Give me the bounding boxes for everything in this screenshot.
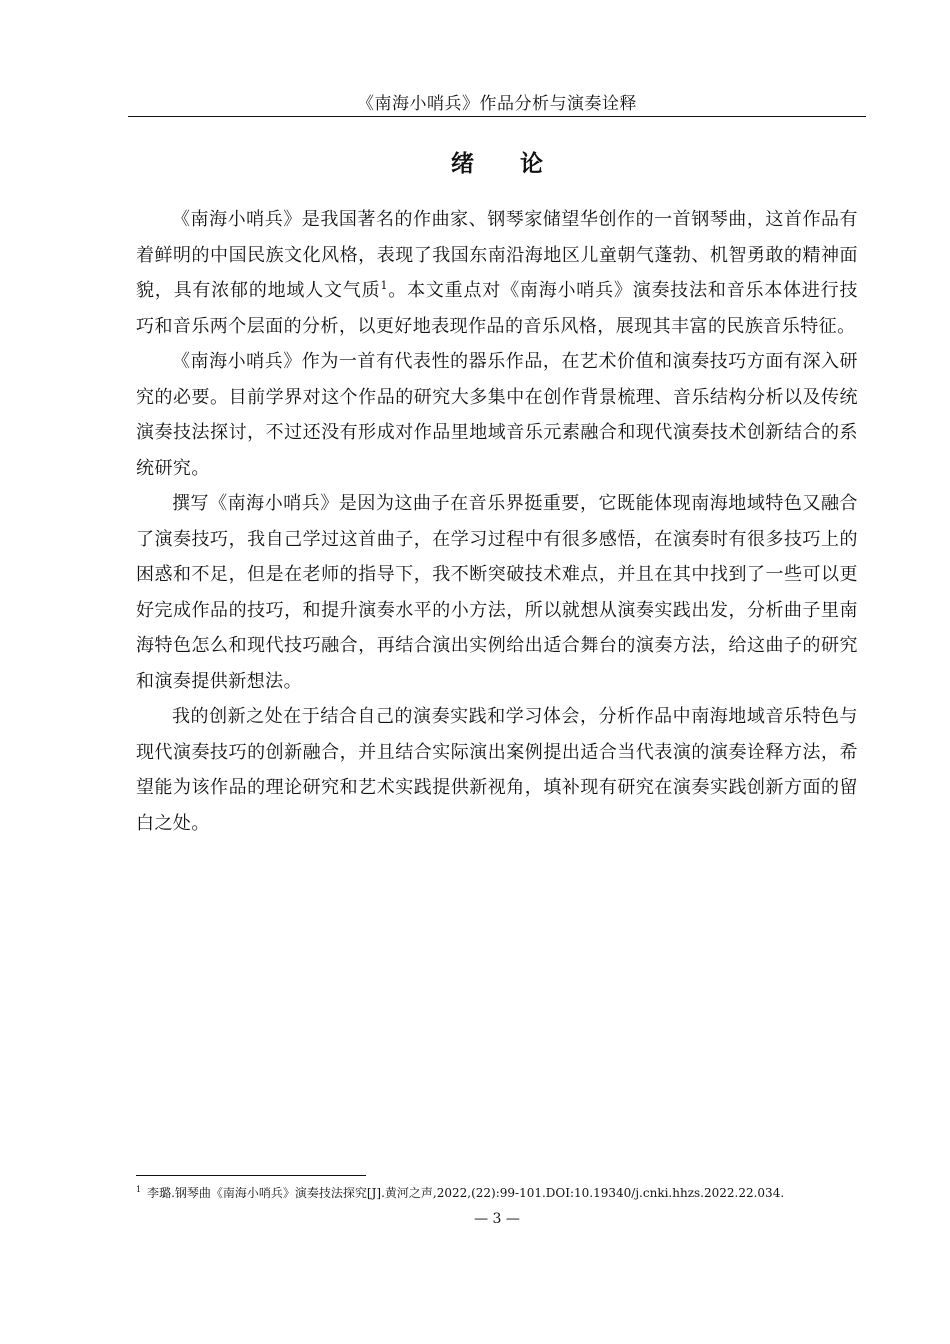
footnote-marker: 1	[136, 1185, 142, 1194]
chapter-title	[128, 148, 866, 180]
chapter-title-part-1: 绪	[451, 150, 474, 177]
paragraph-1	[136, 202, 858, 344]
paragraph-3: 撰写《南海小哨兵》是因为这曲子在音乐界挺重要，它既能体现南海地域特色又融合了演奏技巧，我自己学过这首曲子，在学习过程中有很多感悟，在演奏时有很多技巧上的困惑和不足，但是在老师的指导下，我不断突破技术难点，并且在其中找到了一些可以更好完成作品的技巧，和提升演奏水平的小方法，所以就想从演奏实践出发，分析曲子里南海特色怎么和现代技巧融合，再结合演出实例给出适合舞台的演奏方法，给这曲子的研究和演奏提供新想法。	[136, 493, 858, 692]
footnote-rule	[136, 1175, 366, 1176]
footnote-text: 李璐.钢琴曲《南海小哨兵》演奏技法探究[J].黄河之声,2022,(22):99-101.DOI:10.19340/j.cnki.hhzs.2022.22.034.	[147, 1186, 785, 1200]
footnote	[136, 1185, 866, 1201]
chapter-title-part-2: 论	[520, 150, 543, 177]
paragraph-1-text-a: 《南海小哨兵》是我国著名的作曲家、钢琴家储望华创作的一首钢琴曲，这首作品有着鲜明的中国民族文化风格，表现了我国东南沿海地区儿童朝气蓬勃、机智勇敢的精神面貌，具有浓郁的地域人文气质	[136, 209, 858, 301]
paragraph-2: 《南海小哨兵》作为一首有代表性的器乐作品，在艺术价值和演奏技巧方面有深入研究的必要。目前学界对这个作品的研究大多集中在创作背景梳理、音乐结构分析以及传统演奏技法探讨，不过还没有形成对作品里地域音乐元素融合和现代演奏技术创新结合的系统研究。	[136, 351, 858, 479]
paragraph-4: 我的创新之处在于结合自己的演奏实践和学习体会，分析作品中南海地域音乐特色与现代演奏技巧的创新融合，并且结合实际演出案例提出适合当代表演的演奏诠释方法，希望能为该作品的理论研究和艺术实践提供新视角，填补现有研究在演奏实践创新方面的留白之处。	[136, 706, 858, 834]
running-header: 《南海小哨兵》作品分析与演奏诠释	[357, 94, 637, 114]
body-text	[136, 202, 858, 841]
paragraph-1-text-b: 。本文重点对《南海小哨兵》演奏技法和音乐本体进行技巧和音乐两个层面的分析，以更好地表现作品的音乐风格，展现其丰富的民族音乐特征。	[136, 280, 858, 337]
header-rule	[128, 116, 866, 117]
footnote-reference[interactable]: 1	[380, 279, 388, 292]
page-number: — 3 —	[474, 1211, 520, 1227]
